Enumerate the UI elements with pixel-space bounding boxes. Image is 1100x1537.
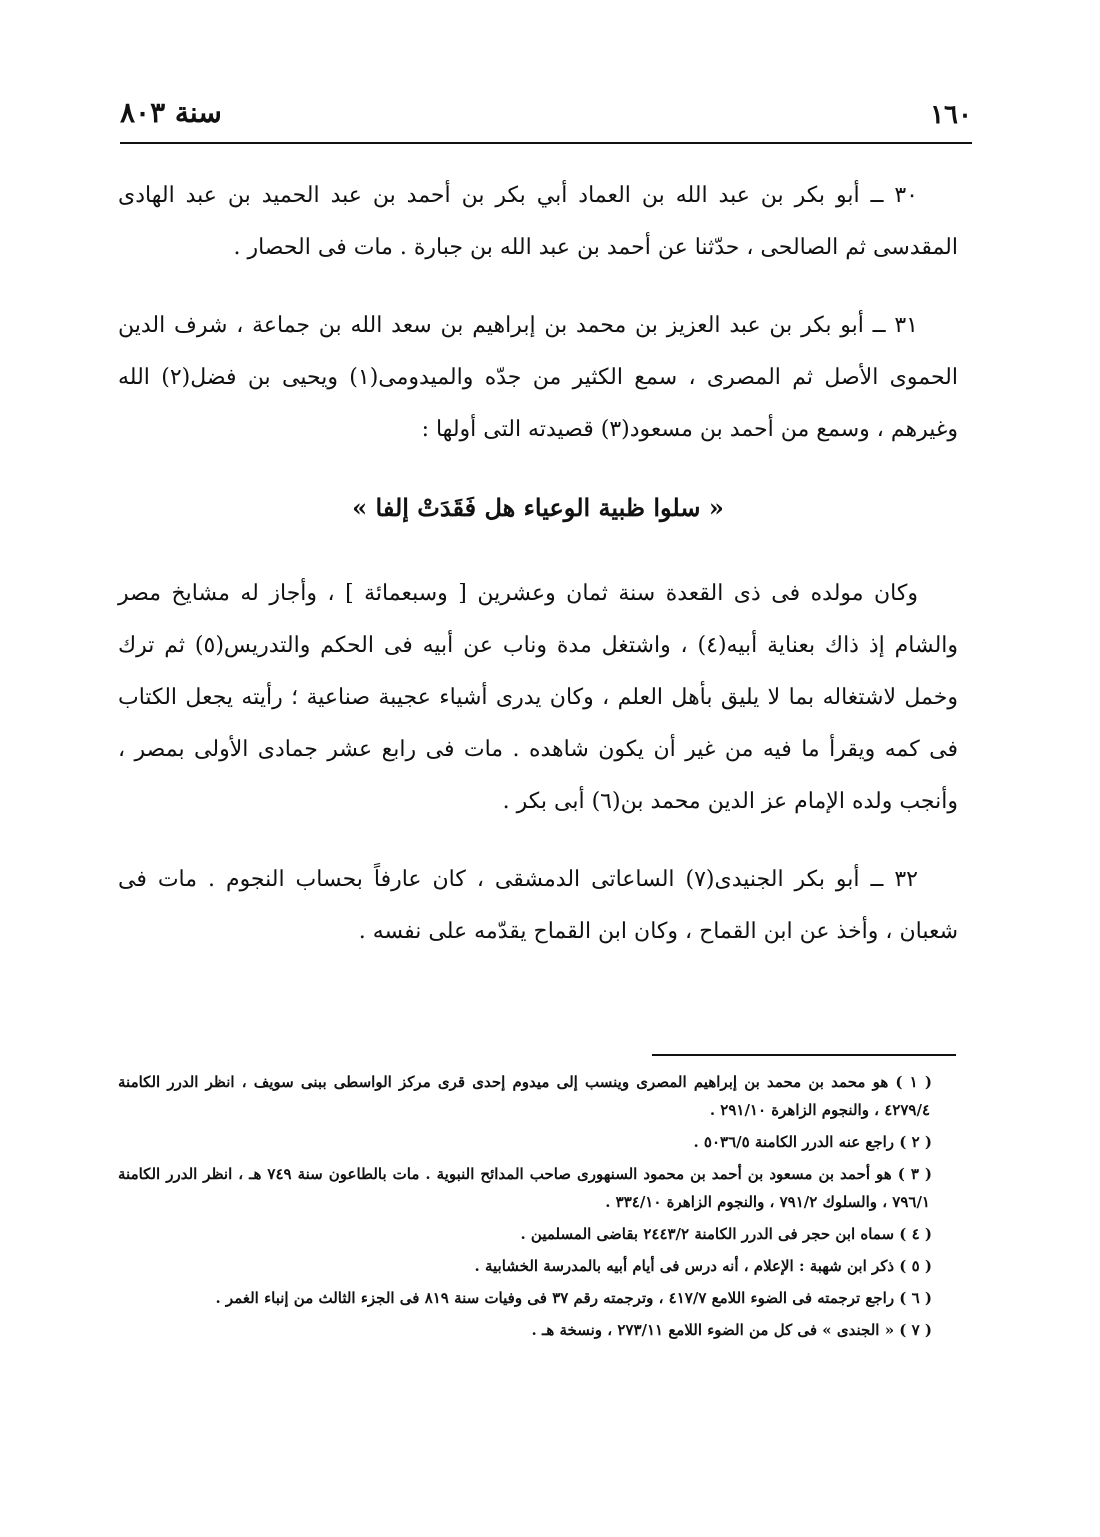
entry-30: ٣٠ ــ أبو بكر بن عبد الله بن العماد أبي بكر بن أحمد بن عبد الحميد بن عبد الهادى المقدسى ثم الصالحى ، حدّثنا عن أحمد بن عبد الله بن جبارة . مات فى الحصار . xyxy=(118,183,958,260)
footnote-6: ( ٦ ) راجع ترجمته فى الضوء اللامع ٤١٧/٧ ، وترجمته رقم ٣٧ فى وفيات سنة ٨١٩ فى الجزء الثالث من إنباء الغمر . xyxy=(215,1289,932,1307)
entry-31-continued: وكان مولده فى ذى القعدة سنة ثمان وعشرين [ وسبعمائة ] ، وأجاز له مشايخ مصر والشام إذ ذاك بعناية أبيه(٤) ، واشتغل مدة وناب عن أبيه فى الحكم والتدريس(٥) ثم ترك وخمل لاشتغاله بما لا يليق بأهل العلم ، وكان يدرى أشياء عجيبة صناعية ؛ رأيته يجعل الكتاب فى كمه ويقرأ ما فيه من غير أن يكون شاهده . مات فى رابع عشر جمادى الأولى بمصر ، وأنجب ولده الإمام عز الدين محمد بن(٦) أبى بكر . xyxy=(118,581,959,814)
page-number: ١٦٠ xyxy=(930,100,972,130)
page-header xyxy=(120,96,972,144)
running-title-year: سنة ٨٠٣ xyxy=(120,96,222,129)
poem-verse: « سلوا ظبية الوعياء هل فَقَدَتْ إلفا » xyxy=(352,493,724,522)
footnote-5: ( ٥ ) ذكر ابن شهبة : الإعلام ، أنه درس فى أيام أبيه بالمدرسة الخشابية . xyxy=(474,1257,932,1275)
entry-31: ٣١ ــ أبو بكر بن عبد العزيز بن محمد بن إبراهيم بن سعد الله بن جماعة ، شرف الدين الحموى الأصل ثم المصرى ، سمع الكثير من جدّه والميدومى(١) ويحيى بن فضل(٢) الله وغيرهم ، وسمع من أحمد بن مسعود(٣) قصيدته التى أولها : xyxy=(118,313,958,442)
footnote-7: ( ٧ ) « الجندى » فى كل من الضوء اللامع ٢٧٣/١١ ، ونسخة هـ . xyxy=(531,1321,932,1339)
footnotes xyxy=(118,1068,958,1348)
footnote-4: ( ٤ ) سماه ابن حجر فى الدرر الكامنة ٢٤٤٣/٢ بقاضى المسلمين . xyxy=(520,1225,932,1243)
footnote-divider xyxy=(652,1054,956,1056)
footnote-2: ( ٢ ) راجع عنه الدرر الكامنة ٥٠٣٦/٥ . xyxy=(693,1133,932,1151)
main-text xyxy=(118,170,958,984)
footnote-3: ( ٣ ) هو أحمد بن مسعود بن أحمد بن محمود السنهورى صاحب المدائح النبوية . مات بالطاعون سنة ٧٤٩ هـ ، انظر الدرر الكامنة ٧٩٦/١ ، والسلوك ٧٩١/٢ ، والنجوم الزاهرة ٣٣٤/١٠ . xyxy=(118,1165,932,1211)
footnote-1: ( ١ ) هو محمد بن محمد بن إبراهيم المصرى وينسب إلى ميدوم إحدى قرى مركز الواسطى ببنى سويف ، انظر الدرر الكامنة ٤٢٧٩/٤ ، والنجوم الزاهرة ٢٩١/١٠ . xyxy=(118,1073,932,1119)
entry-32: ٣٢ ــ أبو بكر الجنيدى(٧) الساعاتى الدمشقى ، كان عارفاً بحساب النجوم . مات فى شعبان ، وأخذ عن ابن القماح ، وكان ابن القماح يقدّمه على نفسه . xyxy=(118,867,958,944)
